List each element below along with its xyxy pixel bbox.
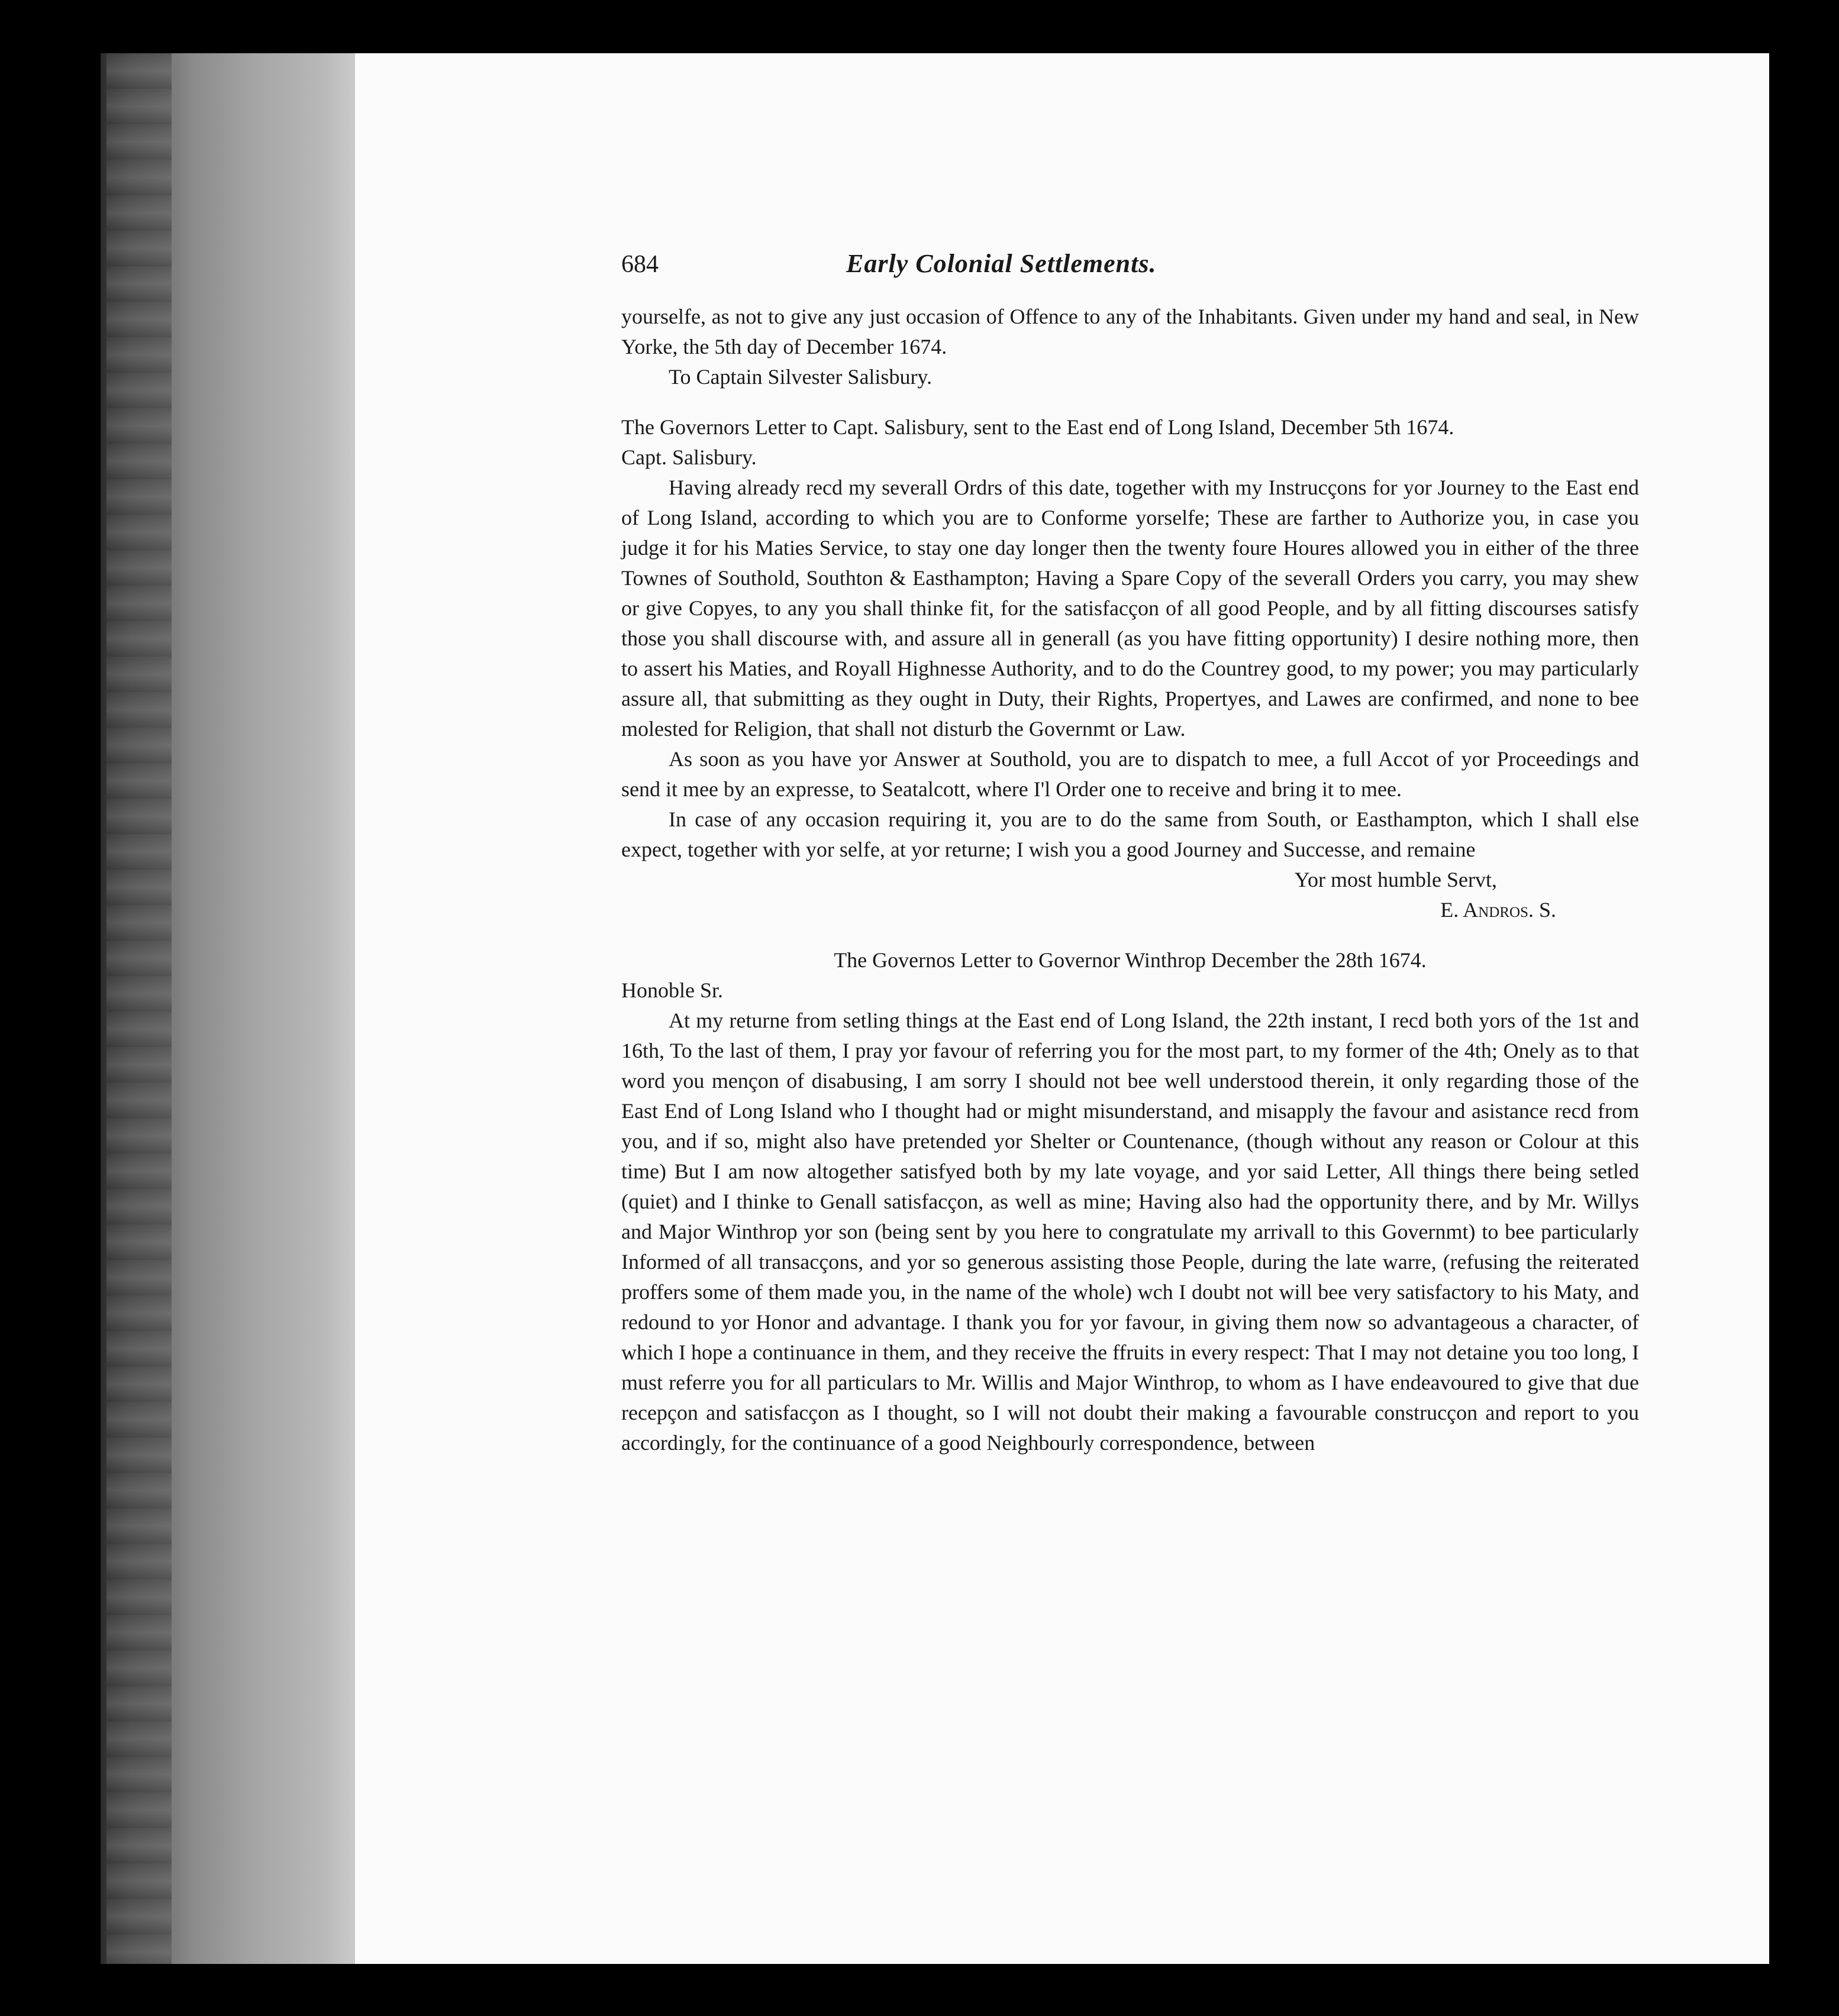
address-line: To Captain Silvester Salisbury.: [669, 365, 933, 389]
continuation-paragraph: yourselfe, as not to give any just occasion of Offence to any of the Inhabitants. Given under my hand and seal, in New Yorke, the 5th day of December 1674.: [621, 305, 1639, 358]
section-gap: [621, 925, 1639, 945]
section-gap: [621, 392, 1639, 412]
letter1-paragraph-3: In case of any occasion requiring it, you are to do the same from South, or Easthampton, which I shall else expect, together with yor selfe, at yor returne; I wish you a good Journey and Successe, and remaine: [621, 807, 1639, 861]
book-binding-edge: [107, 53, 172, 1964]
running-title: Early Colonial Settlements.: [846, 249, 1157, 278]
letter1-heading: The Governors Letter to Capt. Salisbury, sent to the East end of Long Island, December 5th 1674.: [621, 415, 1454, 439]
letter1-paragraph-2: As soon as you have yor Answer at Southold, you are to dispatch to mee, a full Accot of yor Proceedings and send it mee by an expresse, to Seatalcott, where I'l Order one to receive and bring it to mee.: [621, 747, 1639, 801]
page-text: [621, 248, 1639, 1458]
letter1-paragraph-1: Having already recd my severall Ordrs of this date, together with my Instrucçons for yor Journey to the East end of Long Island, according to which you are to Conforme yorselfe; These are farther to Authorize you, in case you judge it for his Maties Service, to stay one day longer then the twenty foure Houres allowed you in either of the three Townes of Southold, Southton & Easthampton; Having a Spare Copy of the severall Orders you carry, you may shew or give Copyes, to any you shall thinke fit, for the satisfacçon of all good People, and by all fitting discourses satisfy those you shall discourse with, and assure all in generall (as you have fitting opportunity) I desire nothing more, then to assert his Maties, and Royall Highnesse Authority, and to do the Countrey good, to my power; you may particularly assure all, that submitting as they ought in Duty, their Rights, Propertyes, and Lawes are confirmed, and none to bee molested for Religion, that shall not disturb the Governmt or Law.: [621, 476, 1639, 741]
letter1-closing: Yor most humble Servt,: [1294, 868, 1497, 891]
letter2-heading: The Governos Letter to Governor Winthrop December the 28th 1674.: [834, 948, 1427, 972]
page-number: 684: [621, 251, 659, 278]
letter2-salutation: Honoble Sr.: [621, 978, 724, 1002]
letter1-signature: E. Andros. S.: [1440, 898, 1556, 922]
letter1-salutation: Capt. Salisbury.: [621, 445, 757, 469]
running-head: [621, 248, 1639, 296]
page-right-edge: [1769, 47, 1787, 1970]
letter2-paragraph-1: At my returne from setling things at the East end of Long Island, the 22th instant, I recd both yors of the 1st and 16th, To the last of them, I pray yor favour of referring you for the most part, to my former of the 4th; Onely as to that word you mençon of disabusing, I am sorry I should not bee well understood therein, it only regarding those of the East End of Long Island who I thought had or might misunderstand, and misapply the favour and asistance recd from you, and if so, might also have pretended yor Shelter or Countenance, (though without any reason or Colour at this time) But I am now altogether satisfyed both by my late voyage, and yor said Letter, All things there being setled (quiet) and I thinke to Genall satisfacçon, as well as mine; Having also had the opportunity there, and by Mr. Willys and Major Winthrop yor son (being sent by you here to congratulate my arrivall to this Governmt) to bee particularly Informed of all transacçons, and yor so generous assisting those People, during the late warre, (refusing the reiterated proffers some of them made you, in the name of the whole) wch I doubt not will bee very satisfactory to his Maty, and redound to yor Honor and advantage. I thank you for yor favour, in giving them now so advantageous a character, of which I hope a continuance in them, and they receive the ffruits in every respect: That I may not detaine you too long, I must referre you for all particulars to Mr. Willis and Major Winthrop, to whom as I have endeavoured to give that due recepçon and satisfacçon as I thought, so I will not doubt their making a favourable construcçon and report to you accordingly, for the continuance of a good Neighbourly correspondence, between: [621, 1009, 1639, 1455]
